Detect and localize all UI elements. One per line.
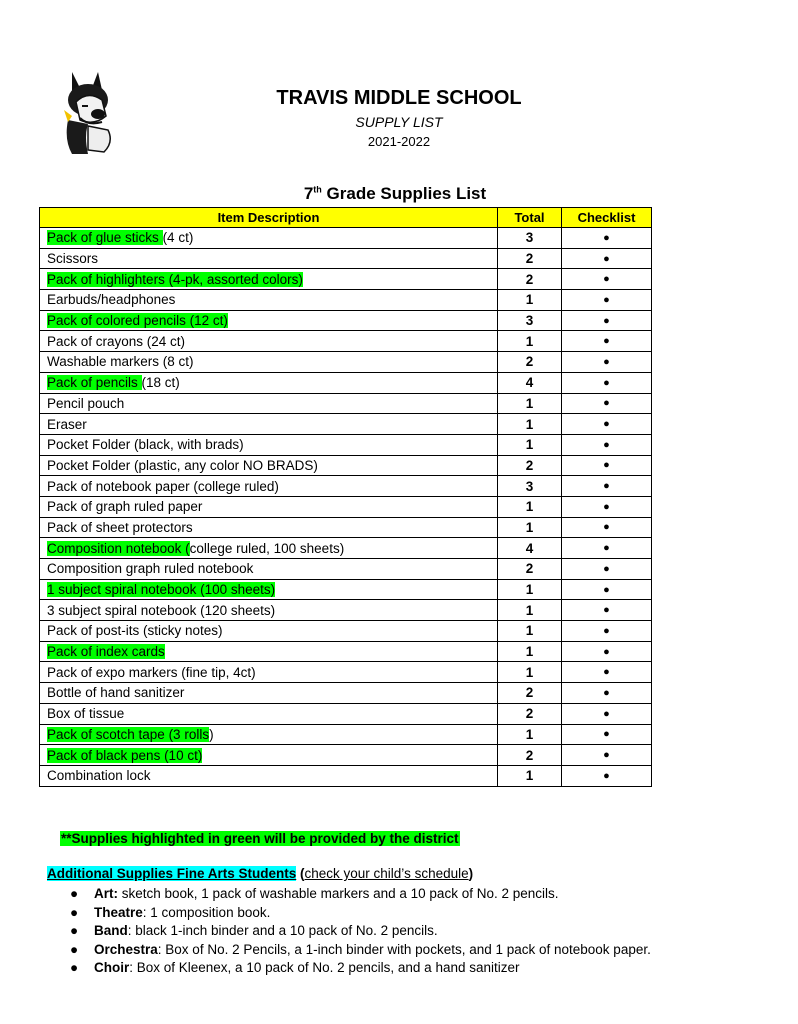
checklist-bullet: ● <box>562 724 652 745</box>
paren-close: ) <box>468 866 474 881</box>
table-row <box>40 641 652 662</box>
table-row <box>40 269 652 290</box>
item-description <box>40 434 498 455</box>
item-total: 1 <box>498 579 562 600</box>
program-supplies: sketch book, 1 pack of washable markers and a 10 pack of No. 2 pencils. <box>118 886 559 901</box>
checklist-bullet: ● <box>562 600 652 621</box>
item-total: 1 <box>498 641 562 662</box>
item-description <box>40 228 498 249</box>
item-total: 2 <box>498 352 562 373</box>
program-label: Art: <box>94 886 118 901</box>
bullet-icon: ● <box>70 886 79 901</box>
item-total: 2 <box>498 745 562 766</box>
checklist-bullet: ● <box>562 310 652 331</box>
table-row <box>40 538 652 559</box>
school-year: 2021-2022 <box>367 134 431 149</box>
item-text: Pencil pouch <box>47 395 125 411</box>
item-total: 1 <box>498 517 562 538</box>
program-supplies: : Box of No. 2 Pencils, a 1-inch binder with pockets, and 1 pack of notebook paper. <box>157 941 651 957</box>
item-total: 1 <box>498 621 562 642</box>
item-total: 4 <box>498 372 562 393</box>
list-item <box>70 904 651 923</box>
item-highlighted-text: Pack of pencils <box>47 375 142 391</box>
item-description <box>40 641 498 662</box>
item-text: Composition graph ruled notebook <box>47 561 254 577</box>
item-text: Earbuds/headphones <box>47 292 176 308</box>
table-row <box>40 455 652 476</box>
item-text: Bottle of hand sanitizer <box>47 685 185 701</box>
item-total: 1 <box>498 765 562 786</box>
item-text: Pack of sheet protectors <box>47 519 193 535</box>
table-row <box>40 621 652 642</box>
item-text: Pack of graph ruled paper <box>47 499 203 515</box>
document-subtitle: SUPPLY LIST <box>355 114 443 130</box>
item-description <box>40 662 498 683</box>
grade-ordinal: th <box>313 184 322 195</box>
item-text: Washable markers (8 ct) <box>47 354 194 370</box>
checklist-bullet: ● <box>562 269 652 290</box>
school-name: TRAVIS MIDDLE SCHOOL <box>276 87 522 109</box>
item-description <box>40 579 498 600</box>
checklist-bullet: ● <box>562 372 652 393</box>
checklist-bullet: ● <box>562 434 652 455</box>
table-row <box>40 248 652 269</box>
table-row <box>40 434 652 455</box>
item-description <box>40 310 498 331</box>
item-total: 1 <box>498 290 562 311</box>
item-highlighted-text: Composition notebook ( <box>47 540 190 556</box>
list-item <box>70 941 651 960</box>
item-text: 3 subject spiral notebook (120 sheets) <box>47 602 276 618</box>
item-description <box>40 476 498 497</box>
bullet-icon: ● <box>70 941 79 957</box>
item-total: 3 <box>498 476 562 497</box>
table-row <box>40 290 652 311</box>
table-row <box>40 703 652 724</box>
checklist-bullet: ● <box>562 290 652 311</box>
paren-open: ( <box>296 866 305 881</box>
table-row <box>40 228 652 249</box>
checklist-bullet: ● <box>562 683 652 704</box>
item-description <box>40 372 498 393</box>
item-highlighted-text: Pack of glue sticks <box>47 230 163 246</box>
list-item <box>70 885 651 904</box>
column-header-checklist: Checklist <box>562 208 652 228</box>
table-row <box>40 310 652 331</box>
highlight-note: **Supplies highlighted in green will be provided by the district <box>61 831 459 846</box>
item-description <box>40 621 498 642</box>
item-highlighted-text: Pack of black pens (10 ct) <box>47 747 203 763</box>
item-description <box>40 290 498 311</box>
item-text: Combination lock <box>47 768 151 784</box>
column-header-total: Total <box>498 208 562 228</box>
checklist-bullet: ● <box>562 496 652 517</box>
item-total: 2 <box>498 248 562 269</box>
item-description <box>40 352 498 373</box>
checklist-bullet: ● <box>562 765 652 786</box>
table-row <box>40 662 652 683</box>
checklist-bullet: ● <box>562 393 652 414</box>
item-text: Pack of expo markers (fine tip, 4ct) <box>47 664 256 680</box>
checklist-bullet: ● <box>562 559 652 580</box>
item-text: Pack of post-its (sticky notes) <box>47 623 223 639</box>
checklist-bullet: ● <box>562 579 652 600</box>
item-total: 2 <box>498 455 562 476</box>
item-description <box>40 765 498 786</box>
list-title-text: Grade Supplies List <box>321 184 487 203</box>
item-total: 1 <box>498 331 562 352</box>
item-description <box>40 331 498 352</box>
checklist-bullet: ● <box>562 662 652 683</box>
item-description <box>40 455 498 476</box>
checklist-bullet: ● <box>562 517 652 538</box>
program-supplies: : Box of Kleenex, a 10 pack of No. 2 pencils, and a hand sanitizer <box>129 960 520 975</box>
item-description <box>40 538 498 559</box>
table-row <box>40 393 652 414</box>
item-highlighted-text: Pack of scotch tape (3 rolls <box>47 726 210 742</box>
item-text: Pack of crayons (24 ct) <box>47 333 186 349</box>
table-row <box>40 765 652 786</box>
checklist-bullet: ● <box>562 703 652 724</box>
item-total: 1 <box>498 496 562 517</box>
table-row <box>40 372 652 393</box>
checklist-bullet: ● <box>562 331 652 352</box>
item-text: (18 ct) <box>141 375 180 391</box>
table-row <box>40 517 652 538</box>
program-label: Orchestra <box>94 941 158 957</box>
supplies-table <box>39 207 652 787</box>
bullet-icon: ● <box>70 904 79 920</box>
program-label: Theatre <box>94 904 143 920</box>
checklist-bullet: ● <box>562 745 652 766</box>
item-highlighted-text: Pack of colored pencils (12 ct) <box>47 313 228 329</box>
item-total: 1 <box>498 434 562 455</box>
item-description <box>40 269 498 290</box>
item-description <box>40 683 498 704</box>
fine-arts-title: Additional Supplies Fine Arts Students <box>47 866 297 881</box>
item-description <box>40 248 498 269</box>
item-description <box>40 724 498 745</box>
item-total: 2 <box>498 269 562 290</box>
table-row <box>40 496 652 517</box>
item-text: Pocket Folder (black, with brads) <box>47 437 244 453</box>
checklist-bullet: ● <box>562 414 652 435</box>
table-row <box>40 352 652 373</box>
table-header-row <box>40 208 652 228</box>
item-total: 2 <box>498 683 562 704</box>
list-title <box>290 184 500 204</box>
item-highlighted-text: 1 subject spiral notebook (100 sheets) <box>47 582 276 598</box>
checklist-bullet: ● <box>562 248 652 269</box>
grade-number: 7 <box>303 184 314 203</box>
item-total: 3 <box>498 310 562 331</box>
column-header-item: Item Description <box>40 208 498 228</box>
list-item <box>70 959 651 978</box>
item-text: Scissors <box>47 251 99 267</box>
item-total: 2 <box>498 559 562 580</box>
item-description <box>40 559 498 580</box>
item-text: Pocket Folder (plastic, any color NO BRADS) <box>47 457 318 473</box>
checklist-bullet: ● <box>562 476 652 497</box>
checklist-bullet: ● <box>562 538 652 559</box>
item-description <box>40 496 498 517</box>
item-description <box>40 414 498 435</box>
table-row <box>40 683 652 704</box>
table-row <box>40 724 652 745</box>
item-total: 1 <box>498 393 562 414</box>
item-description <box>40 745 498 766</box>
item-text: ) <box>209 726 214 742</box>
item-total: 1 <box>498 724 562 745</box>
item-description <box>40 600 498 621</box>
program-label: Choir <box>94 960 130 975</box>
checklist-bullet: ● <box>562 641 652 662</box>
item-text: Eraser <box>47 416 87 432</box>
table-row <box>40 600 652 621</box>
program-supplies: : 1 composition book. <box>142 904 271 920</box>
item-text: college ruled, 100 sheets) <box>189 540 345 556</box>
table-row <box>40 579 652 600</box>
item-total: 1 <box>498 600 562 621</box>
item-description <box>40 703 498 724</box>
item-highlighted-text: Pack of highlighters (4-pk, assorted colors) <box>47 271 303 287</box>
checklist-bullet: ● <box>562 228 652 249</box>
checklist-bullet: ● <box>562 621 652 642</box>
schedule-note: check your child’s schedule <box>304 866 469 881</box>
bullet-icon: ● <box>70 960 79 975</box>
table-row <box>40 745 652 766</box>
table-row <box>40 331 652 352</box>
item-total: 3 <box>498 228 562 249</box>
program-supplies: : black 1-inch binder and a 10 pack of No. 2 pencils. <box>127 923 438 938</box>
checklist-bullet: ● <box>562 352 652 373</box>
program-label: Band <box>94 923 128 938</box>
item-total: 1 <box>498 662 562 683</box>
item-text: (4 ct) <box>162 230 194 246</box>
list-item <box>70 922 651 941</box>
item-text: Pack of notebook paper (college ruled) <box>47 478 279 494</box>
fine-arts-list <box>70 885 651 978</box>
item-description <box>40 517 498 538</box>
item-text: Box of tissue <box>47 706 125 722</box>
item-highlighted-text: Pack of index cards <box>47 644 165 660</box>
item-total: 4 <box>498 538 562 559</box>
item-total: 1 <box>498 414 562 435</box>
table-row <box>40 476 652 497</box>
item-total: 2 <box>498 703 562 724</box>
item-description <box>40 393 498 414</box>
checklist-bullet: ● <box>562 455 652 476</box>
fine-arts-heading <box>47 866 473 881</box>
bullet-icon: ● <box>70 923 79 938</box>
table-row <box>40 414 652 435</box>
table-row <box>40 559 652 580</box>
